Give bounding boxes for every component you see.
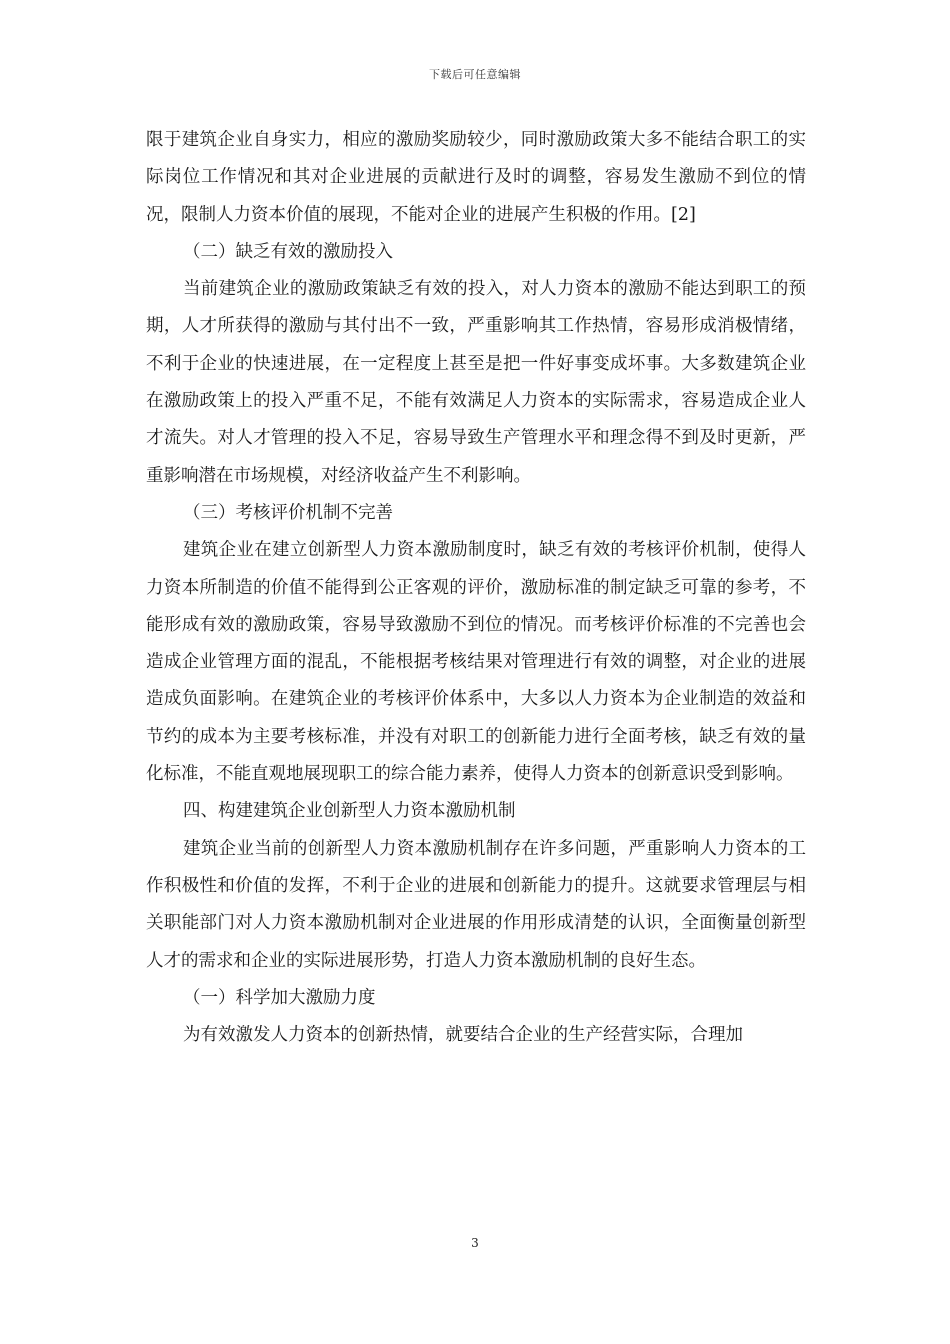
paragraph-build-mechanism: 建筑企业当前的创新型人力资本激励机制存在许多问题，严重影响人力资本的工作积极性和价值的发挥，不利于企业的进展和创新能力的提升。这就要求管理层与相关职能部门对人力资本激励机制对企业进展的作用形成清楚的认识，全面衡量创新型人才的需求和企业的实际进展形势，打造人力资本激励机制的良好生态。 — [146, 838, 806, 971]
section-heading-4-1: （一）科学加大激励力度 — [183, 987, 376, 1008]
document-body — [146, 122, 806, 1054]
paragraph-increase-incentive: 为有效激发人力资本的创新热情，就要结合企业的生产经营实际，合理加 — [183, 1025, 743, 1046]
paragraph-continuation: 限于建筑企业自身实力，相应的激励奖励较少，同时激励政策大多不能结合职工的实际岗位工作情况和其对企业进展的贡献进行及时的调整，容易发生激励不到位的情况，限制人力资本价值的展现，不能对企业的进展产生积极的作用。[2] — [146, 130, 806, 225]
chapter-heading-4: 四、构建建筑企业创新型人力资本激励机制 — [183, 801, 516, 822]
paragraph-evaluation-mechanism: 建筑企业在建立创新型人力资本激励制度时，缺乏有效的考核评价机制，使得人力资本所制造的价值不能得到公正客观的评价，激励标准的制定缺乏可靠的参考，不能形成有效的激励政策，容易导致激励不到位的情况。而考核评价标准的不完善也会造成企业管理方面的混乱，不能根据考核结果对管理进行有效的调整，对企业的进展造成负面影响。在建筑企业的考核评价体系中，大多以人力资本为企业制造的效益和节约的成本为主要考核标准，并没有对职工的创新能力进行全面考核，缺乏有效的量化标准，不能直观地展现职工的综合能力素养，使得人力资本的创新意识受到影响。 — [146, 540, 806, 785]
paragraph-incentive-investment: 当前建筑企业的激励政策缺乏有效的投入，对人力资本的激励不能达到职工的预期，人才所获得的激励与其付出不一致，严重影响其工作热情，容易形成消极情绪，不利于企业的快速进展，在一定程度上甚至是把一件好事变成坏事。大多数建筑企业在激励政策上的投入严重不足，不能有效满足人力资本的实际需求，容易造成企业人才流失。对人才管理的投入不足，容易导致生产管理水平和理念得不到及时更新，严重影响潜在市场规模，对经济收益产生不利影响。 — [146, 279, 806, 486]
page-number: 3 — [471, 1236, 479, 1250]
section-heading-2: （二）缺乏有效的激励投入 — [183, 241, 393, 262]
section-heading-3: （三）考核评价机制不完善 — [183, 502, 393, 523]
page-header: 下载后可任意编辑 — [429, 68, 521, 81]
